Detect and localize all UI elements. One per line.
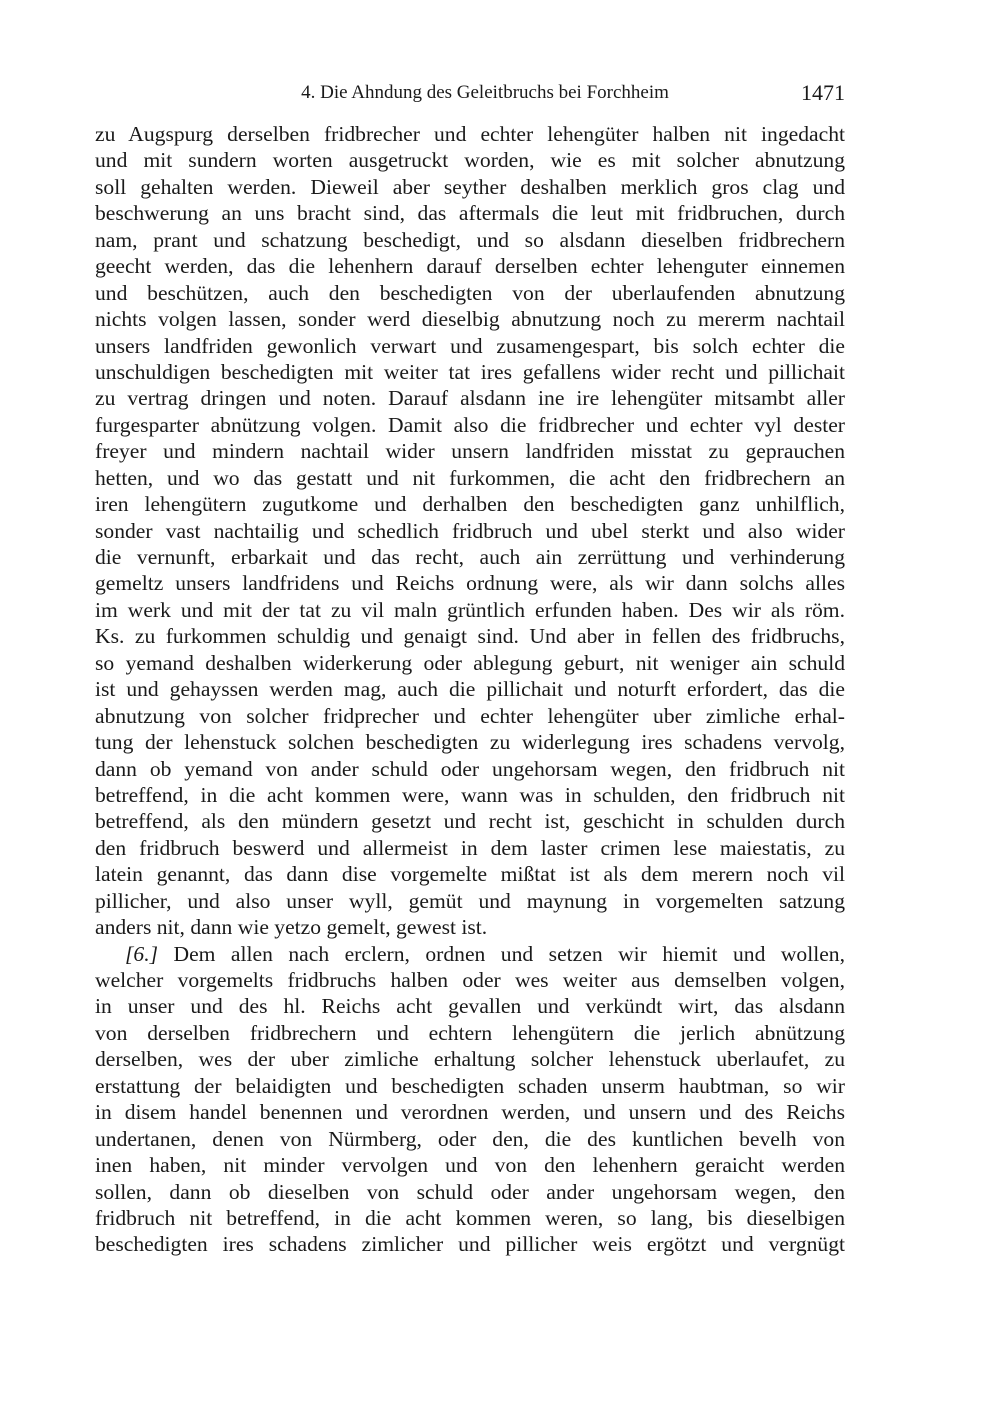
text-line	[95, 993, 845, 1019]
line-text: pillicher, und also unser wyll, gemüt und maynung in vorgemelten satzung	[95, 888, 845, 913]
line-text: inen haben, nit minder vervolgen und von den lehenhern geraicht werden	[95, 1153, 845, 1178]
line-text: unsers landfriden gewonlich verwart und zusamengespart, bis solch echter die	[95, 333, 845, 358]
line-text: beschedigten ires schadens zimlicher und pillicher weis ergötzt und vergnügt	[95, 1232, 845, 1257]
text-line	[95, 914, 845, 940]
text-line	[95, 782, 845, 808]
text-line	[95, 650, 845, 676]
line-text: von derselben fridbrechern und echtern lehengütern die jerlich abnützung	[95, 1020, 845, 1045]
line-text: undertanen, denen von Nürmberg, oder den, die des kuntlichen bevelh von	[95, 1126, 845, 1151]
text-line	[95, 729, 845, 755]
line-text: geecht werden, das die lehenhern darauf derselben echter lehenguter einnemen	[95, 254, 845, 279]
text-line	[95, 1231, 845, 1257]
line-text: betreffend, als den mündern gesetzt und recht ist, geschicht in schulden durch	[95, 809, 845, 834]
text-line	[95, 200, 845, 226]
text-line	[95, 465, 845, 491]
text-line	[95, 835, 845, 861]
line-text: freyer und mindern nachtail wider unsern landfriden misstat zu geprauchen	[95, 439, 845, 464]
line-text: soll gehalten werden. Dieweil aber seyther deshalben merklich gros clag und	[95, 174, 845, 199]
text-line	[95, 412, 845, 438]
text-line	[95, 280, 845, 306]
line-text: latein genannt, das dann dise vorgemelte mißtat ist als dem merern noch vil	[95, 862, 845, 887]
line-text: nichts volgen lassen, sonder werd dieselbig abnutzung noch zu mererm nachtail	[95, 307, 845, 332]
text-line	[95, 1073, 845, 1099]
line-text: furgesparter abnützung volgen. Damit also die fridbrecher und echter vyl dester	[95, 412, 845, 437]
text-line	[95, 888, 845, 914]
line-text: beschwerung an uns bracht sind, das aftermals die leut mit fridbruchen, durch	[95, 201, 845, 226]
text-line	[95, 1020, 845, 1046]
page-number: 1471	[801, 80, 845, 105]
text-line	[95, 253, 845, 279]
text-line	[95, 147, 845, 173]
line-text: welcher vorgemelts fridbruchs halben oder wes weiter aus demselben volgen,	[95, 968, 845, 992]
text-line	[95, 491, 845, 517]
line-text: nam, prant und schatzung beschedigt, und so alsdann dieselben fridbrechern	[95, 227, 845, 252]
line-text: im werk und mit der tat zu vil maln grüntlich erfunden haben. Des wir als röm.	[95, 597, 845, 622]
line-text: in disem handel benennen und verordnen werden, und unsern und des Reichs	[95, 1100, 845, 1125]
text-line	[95, 570, 845, 596]
line-text: ist und gehayssen werden mag, auch die pillichait und noturft erfordert, das die	[95, 677, 845, 702]
line-text: den fridbruch beswerd und allermeist in dem laster crimen lese maiestatis, zu	[95, 835, 845, 860]
text-line	[95, 306, 845, 332]
text-line	[95, 623, 845, 649]
text-line	[95, 518, 845, 544]
text-line	[95, 756, 845, 782]
line-text: hetten, und wo das gestatt und nit furkommen, die acht den fridbrechern an	[95, 465, 845, 490]
line-text: unschuldigen beschedigten mit weiter tat ires gefallens wider recht und pillichait	[95, 359, 845, 384]
paragraph	[95, 121, 845, 941]
text-line	[95, 359, 845, 385]
text-line	[95, 174, 845, 200]
line-text: und beschützen, auch den beschedigten von der uberlaufenden abnutzung	[95, 280, 845, 305]
line-text: und mit sundern worten ausgetruckt worden, wie es mit solcher abnutzung	[95, 148, 845, 173]
text-line	[95, 703, 845, 729]
text-line	[95, 1099, 845, 1125]
line-text: derselben, wes der uber zimliche erhaltung solcher lehenstuck uberlaufet, zu	[95, 1047, 845, 1072]
text-line	[95, 1205, 845, 1231]
line-text: zu vertrag dringen und noten. Darauf alsdann ine ire lehengüter mitsambt aller	[95, 386, 845, 411]
line-text: abnutzung von solcher fridprecher und echter lehengüter uber zimliche erhal-	[95, 703, 845, 728]
line-text: in unser und des hl. Reichs acht gevallen und verkündt wirt, das alsdann	[95, 994, 845, 1019]
section-marker: [6.]	[125, 941, 159, 966]
text-line	[95, 333, 845, 359]
text-line	[95, 967, 845, 993]
text-line	[95, 1046, 845, 1072]
line-text: sonder vast nachtailig und schedlich fridbruch und ubel sterkt und also wider	[95, 518, 845, 543]
text-line	[95, 808, 845, 834]
paragraph	[95, 941, 845, 1258]
text-line	[95, 597, 845, 623]
text-line	[95, 438, 845, 464]
text-line	[95, 676, 845, 702]
line-text: gemeltz unsers landfridens und Reichs ordnung were, als wir dann solchs alles	[95, 571, 845, 596]
line-text: Ks. zu furkommen schuldig und genaigt sind. Und aber in fellen des fridbruchs,	[95, 624, 845, 649]
running-title: 4. Die Ahndung des Geleitbruchs bei Forchheim	[301, 82, 669, 103]
line-text: tung der lehenstuck solchen beschedigten zu widerlegung ires schadens vervolg,	[95, 730, 845, 755]
text-line	[95, 121, 845, 147]
text-line	[95, 1152, 845, 1178]
line-text: iren lehengütern zugutkome und derhalben den beschedigten ganz unhilflich,	[95, 492, 845, 517]
running-header	[95, 80, 845, 108]
text-line	[95, 544, 845, 570]
text-line	[95, 1179, 845, 1205]
line-text: erstattung der belaidigten und beschedigten schaden unserm haubtman, so wir	[95, 1073, 845, 1098]
line-text: die vernunft, erbarkait und das recht, auch ain zerrüttung und verhinderung	[95, 545, 845, 569]
text-line	[95, 1126, 845, 1152]
body-text	[95, 121, 845, 1258]
line-text: so yemand deshalben widerkerung oder ablegung geburt, nit weniger ain schuld	[95, 650, 845, 675]
line-text: betreffend, in die acht kommen were, wann was in schulden, den fridbruch nit	[95, 782, 845, 807]
text-line	[95, 861, 845, 887]
line-text: zu Augspurg derselben fridbrecher und echter lehengüter halben nit ingedacht	[95, 122, 845, 146]
line-text: Dem allen nach erclern, ordnen und setzen wir hiemit und wollen,	[173, 941, 845, 966]
line-text: dann ob yemand von ander schuld oder ungehorsam wegen, den fridbruch nit	[95, 756, 845, 781]
text-line	[95, 941, 845, 967]
line-text: fridbruch nit betreffend, in die acht kommen weren, so lang, bis dieselbigen	[95, 1205, 845, 1230]
text-line	[95, 385, 845, 411]
line-text: anders nit, dann wie yetzo gemelt, gewest ist.	[95, 915, 488, 940]
text-line	[95, 227, 845, 253]
line-text: sollen, dann ob dieselben von schuld oder ander ungehorsam wegen, den	[95, 1179, 845, 1204]
